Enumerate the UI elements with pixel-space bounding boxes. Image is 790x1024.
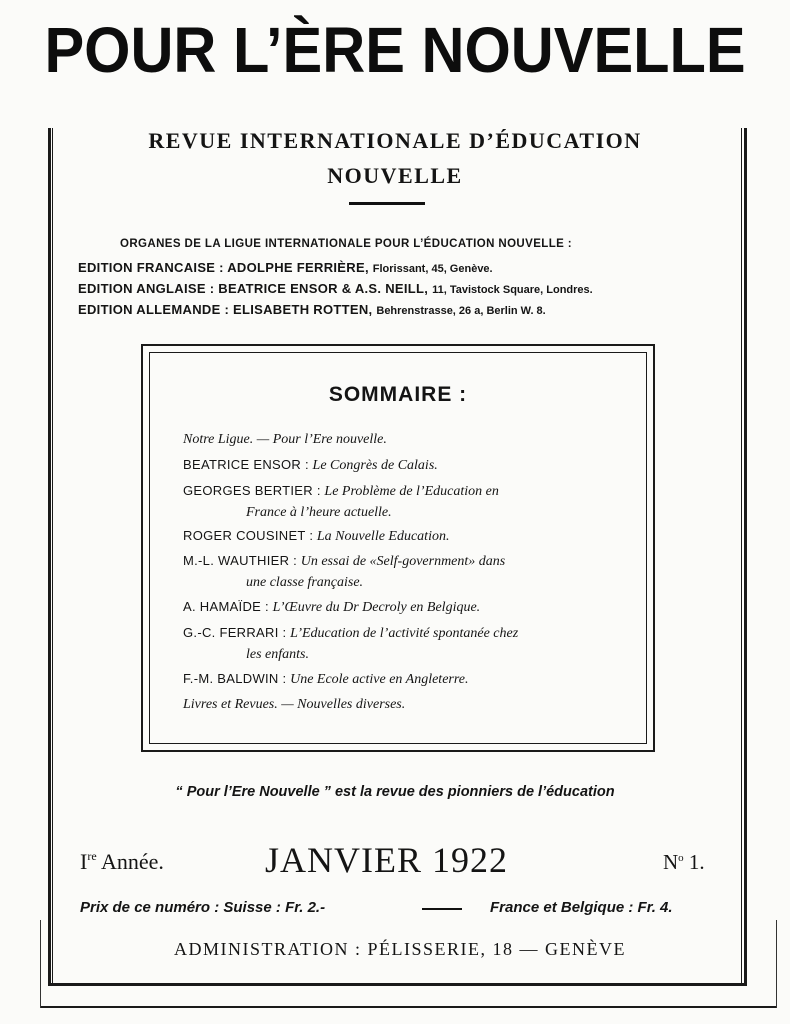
- toc-work: Livres et Revues. — Nouvelles diverses.: [183, 697, 406, 712]
- edition-address: Behrenstrasse, 26 a, Berlin W. 8.: [376, 305, 546, 317]
- toc-work: Une Ecole active en Angleterre.: [290, 672, 469, 687]
- edition-label: EDITION ANGLAISE : BEATRICE ENSOR & A.S. NEILL,: [78, 281, 429, 296]
- sommaire-title: SOMMAIRE :: [328, 383, 468, 406]
- subtitle-rule: [349, 202, 425, 205]
- price-separator: [422, 908, 462, 910]
- edition-address: 11, Tavistock Square, Londres.: [432, 284, 593, 296]
- toc-entry: [183, 428, 623, 450]
- year-superscript: re: [87, 849, 97, 863]
- tagline: “ Pour l’Ere Nouvelle ” est la revue des pionniers de l’éducation: [175, 784, 615, 800]
- edition-anglaise: [78, 281, 593, 296]
- toc-work: La Nouvelle Education.: [316, 529, 450, 544]
- toc-author: G.-C. FERRARI :: [183, 625, 287, 640]
- edition-label: EDITION FRANCAISE : ADOLPHE FERRIÈRE,: [78, 260, 369, 275]
- issue-number: [663, 850, 705, 875]
- year-word: Année.: [100, 849, 164, 874]
- issue-date: JANVIER 1922: [265, 840, 508, 880]
- page-edge-bottom: [40, 1006, 776, 1008]
- toc-author: F.-M. BALDWIN :: [183, 671, 287, 686]
- toc-entry: [183, 525, 623, 547]
- toc-entry: [183, 454, 623, 476]
- toc-work: L’Œuvre du Dr Decroly en Belgique.: [272, 600, 481, 615]
- edition-allemande: [78, 302, 546, 317]
- toc-entry: [183, 596, 623, 618]
- frame-line-right: [744, 128, 747, 986]
- subtitle-line-1: REVUE INTERNATIONALE D’ÉDUCATION: [148, 128, 642, 153]
- frame-line-left: [48, 128, 51, 986]
- year-number: I: [80, 849, 88, 874]
- toc-work-continued: une classe française.: [246, 575, 364, 590]
- frame-line-bottom: [48, 983, 747, 986]
- page-edge-right: [776, 920, 777, 1008]
- toc-work: Un essai de «Self-government» dans: [300, 554, 506, 569]
- toc-work: L’Education de l’activité spontanée chez: [290, 626, 519, 641]
- toc-work-continued: les enfants.: [246, 647, 309, 662]
- subtitle-line-2: NOUVELLE: [327, 163, 463, 188]
- number-value: 1.: [688, 850, 705, 874]
- toc-author: GEORGES BERTIER :: [183, 483, 321, 498]
- toc-author: BEATRICE ENSOR :: [183, 457, 309, 472]
- toc-author: A. HAMAÏDE :: [183, 599, 269, 614]
- toc-author: M.-L. WAUTHIER :: [183, 553, 298, 568]
- toc-work: Le Congrès de Calais.: [312, 458, 438, 473]
- toc-author: ROGER COUSINET :: [183, 528, 314, 543]
- price-switzerland: Prix de ce numéro : Suisse : Fr. 2.-: [80, 899, 326, 916]
- number-superscript: o: [678, 852, 684, 864]
- toc-entry: [183, 693, 623, 715]
- number-prefix: N: [663, 850, 679, 874]
- price-france-belgium: France et Belgique : Fr. 4.: [490, 899, 673, 916]
- edition-label: EDITION ALLEMANDE : ELISABETH ROTTEN,: [78, 302, 373, 317]
- toc-entry: [183, 622, 623, 665]
- administration-address: ADMINISTRATION : PÉLISSERIE, 18 — GENÈVE: [174, 939, 626, 959]
- toc-entry: [183, 550, 623, 593]
- frame-line-right-inner: [741, 128, 742, 986]
- edition-address: Florissant, 45, Genève.: [372, 263, 493, 275]
- masthead-title: POUR L’ÈRE NOUVELLE: [44, 14, 746, 86]
- toc-entry: [183, 668, 623, 690]
- page-edge-left: [40, 920, 41, 1008]
- toc-entry: [183, 480, 623, 523]
- year-label: [80, 849, 164, 875]
- organs-heading: ORGANES DE LA LIGUE INTERNATIONALE POUR L’ÉDUCATION NOUVELLE :: [120, 238, 573, 250]
- frame-line-left-inner: [52, 128, 53, 986]
- toc-work-continued: France à l’heure actuelle.: [246, 505, 392, 520]
- toc-work: Le Problème de l’Education en: [324, 484, 499, 499]
- toc-work: Notre Ligue. — Pour l’Ere nouvelle.: [183, 432, 387, 447]
- edition-francaise: [78, 260, 493, 275]
